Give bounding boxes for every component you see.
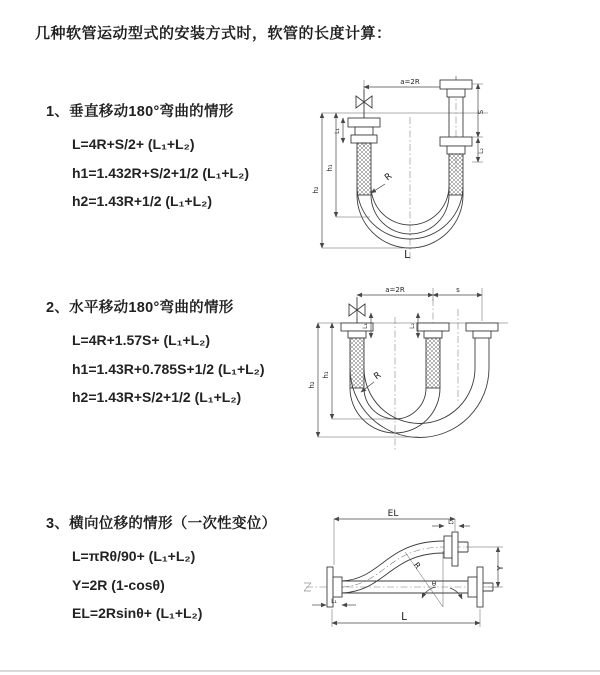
left-braided-hose (357, 143, 371, 195)
label-l2: L₂ (409, 323, 416, 329)
formula-s1-L: L=4R+S/2+ (L₁+L₂) (72, 136, 195, 152)
formula-s1-h2: h2=1.43R+1/2 (L₁+L₂) (72, 193, 213, 209)
label-l1: L₁ (362, 323, 369, 329)
section-horizontal-180 (46, 296, 346, 412)
formula-s3-L: L=πRθ/90+ (L₁+L₂) (72, 548, 196, 564)
label-theta: θ (431, 580, 437, 588)
left-flange (348, 118, 380, 143)
formula-s2-L: L=4R+1.57S+ (L₁+L₂) (72, 332, 211, 348)
right-flange-lower (440, 137, 472, 154)
label-h1: h₁ (322, 371, 330, 379)
dimension-l2 (472, 138, 485, 162)
label-y: Y (496, 565, 505, 571)
dimension-s (433, 286, 482, 295)
formula-s3-EL: EL=2Rsinθ+ (L₁+L₂) (72, 605, 203, 621)
formula-s2-h1: h1=1.43R+0.785S+1/2 (L₁+L₂) (72, 360, 265, 377)
label-el: EL (387, 509, 399, 519)
right-flange-upper (440, 80, 472, 97)
section-1-heading: 1、垂直移动180°弯曲的情形 (46, 104, 234, 120)
label-h2: h₂ (308, 381, 316, 389)
label-s: S (477, 109, 485, 115)
valve-icon (349, 297, 365, 323)
valve-icon (356, 90, 372, 118)
middle-braided-hose (426, 338, 440, 388)
right-pipe (475, 338, 489, 368)
label-r: R (372, 370, 384, 383)
diagram-lateral-displacement (298, 505, 595, 650)
dimension-a2r (357, 286, 482, 321)
label-l-total: L (401, 611, 407, 623)
label-h1: h₁ (326, 164, 334, 172)
label-a2r: a=2R (400, 78, 420, 86)
label-h2: h₂ (312, 186, 320, 194)
formula-s3-Y: Y=2R (1-cosθ) (72, 576, 165, 593)
label-r: R (411, 560, 423, 571)
dimension-l1 (312, 598, 356, 605)
label-l2: L₂ (478, 148, 485, 154)
scan-edge (0, 670, 600, 672)
label-l2: L₂ (448, 519, 454, 526)
dimension-l (332, 609, 480, 627)
dimension-s (472, 84, 485, 137)
label-l1: L₁ (331, 598, 337, 605)
label-l-total: L (404, 249, 410, 261)
left-braided-hose (350, 338, 364, 388)
u-bend-arcs (350, 368, 489, 438)
label-a2r: a=2R (385, 286, 405, 294)
dimension-el (334, 509, 455, 565)
section-vertical-180 (46, 100, 346, 216)
label-s: s (456, 286, 460, 294)
formula-s2-h2: h2=1.43R+S/2+1/2 (L₁+L₂) (72, 389, 242, 405)
label-l1: L₁ (334, 128, 341, 134)
label-r: R (383, 171, 395, 184)
dimension-l2 (432, 519, 470, 526)
middle-flange (417, 323, 449, 338)
section-2-heading: 2、水平移动180°弯曲的情形 (46, 300, 234, 316)
radius-callout (371, 172, 394, 193)
right-flange (466, 323, 498, 338)
diagram-horizontal-180-bend (308, 283, 593, 463)
formula-s1-h1: h1=1.432R+S/2+1/2 (L₁+L₂) (72, 164, 249, 181)
right-braided-hose (449, 154, 463, 195)
section-3-heading: 3、横向位移的情形（一次性变位） (46, 516, 277, 532)
diagram-vertical-180-bend (310, 72, 585, 267)
page-title: 几种软管运动型式的安装方式时，软管的长度计算： (35, 25, 392, 42)
displaced-hose-s-curve (342, 532, 468, 593)
dimension-l1 (334, 118, 343, 143)
